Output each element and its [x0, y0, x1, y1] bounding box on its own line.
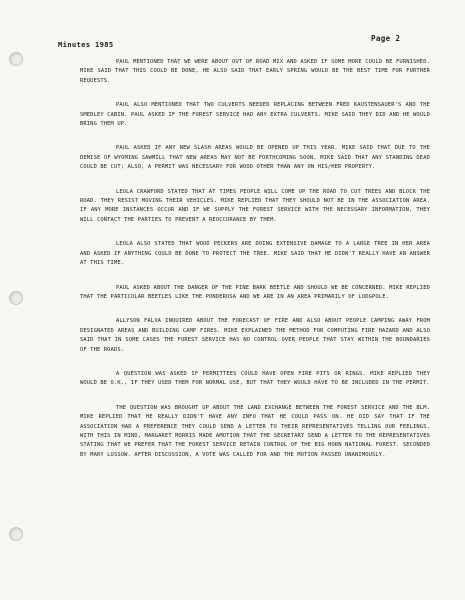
paragraph: PAUL ALSO MENTIONED THAT TWO CULVERTS NEEDED REPLACING BETWEEN FRED KAUSTENSAUER'S AND THE SMEDLEY CABIN. PAUL ASKED IF THE FOREST SERVICE HAD ANY EXTRA CULVERTS. MIKE SAID THEY DID AND HE WOULD BRING THEM UP. — [80, 102, 430, 128]
paragraph: LEOLA ALSO STATED THAT WOOD PECKERS ARE DOING EXTENSIVE DAMAGE TO A LARGE TREE IN HER AREA AND ASKED IF ANYTHING COULD BE DONE TO PROTECT THE TREE. MIKE SAID THAT HE DIDN'T REALLY HAVE AN ANSWER AT THIS TIME. — [80, 241, 430, 267]
paragraph: PAUL ASKED IF ANY NEW SLASH AREAS WOULD BE OPENED UP THIS YEAR. MIKE SAID THAT DUE TO THE DEMISE OF WYOMING SAWMILL THAT NEW AREAS MAY NOT BE FORTHCOMING SOON. MIKE SAID THAT ANY STANDING DEAD COULD BE CUT; ALSO, A PERMIT WAS NECESSARY FOR WOOD OTHER THAN ANY ON HIS/HER PROPERTY. — [80, 145, 430, 171]
paragraph: A QUESTION WAS ASKED IF PERMITTEES COULD HAVE OPEN FIRE PITS OR RINGS. MIKE REPLIED THEY WOULD BE O.K., IF THEY USED THEM FOR NORMAL USE, BUT THAT THEY WOULD HAVE TO BE INCLUDED IN THE PERMIT. — [80, 370, 430, 387]
binder-hole — [9, 52, 23, 66]
binder-hole — [9, 527, 23, 541]
binder-hole — [9, 291, 23, 305]
minutes-title: Minutes 1985 — [58, 40, 114, 49]
paragraph: PAUL MENTIONED THAT WE WERE ABOUT OUT OF ROAD MIX AND ASKED IF SOME MORE COULD BE FURNISHED. MIKE SAID THAT THIS COULD BE DONE, HE ALSO SAID THAT EARLY SPRING WOULD BE THE BEST TIME FOR FURTHER REQUESTS. — [80, 59, 430, 84]
paragraph: LEOLA CRAWFORD STATED THAT AT TIMES PEOPLE WILL COME UP THE ROAD TO CUT TREES AND BLOCK THE ROAD. THEY RESIST MOVING THEIR VEHICLES. MIKE REPLIED THAT THEY SHOULD NOT BE IN THE ASSOCIATION AREA. IF ANY MORE INSTANCES OCCUR AND IF WE SUPPLY THE FOREST SERVICE WITH THE NECESSARY INFORMATION, THEY WILL CONTACT THE PARTIES TO PREVENT A REOCCURANCE BY THEM. — [80, 188, 430, 223]
paragraph: THE QUESTION WAS BROUGHT UP ABOUT THE LAND EXCHANGE BETWEEN THE FOREST SERVICE AND THE BLM. MIKE REPLIED THAT HE REALLY DIDN'T HAVE ANY INFO THAT HE COULD PASS ON. HE DID SAY THAT IF THE ASSOCIATION HAD A PREFERENCE THEY COULD SEND A LETTER TO THEIR REPRESENTATIVES TELLING OUR FEELINGS. WITH THIS IN MIND, MARGARET MORRIS MADE AMOTION THAT THE SECRETARY SEND A LETTER TO THE REPRESENTATIVES STATING THAT WE PREFER THAT THE FOREST SERVICE RETAIN CONTROL OF THE BIG HORN NATIONAL FOREST. SECONDED BY MARY LUSSOW. AFTER DISCUSSION, A VOTE WAS CALLED FOR AND THE MOTION PASSED UNANIMOUSLY. — [80, 404, 430, 458]
paragraph: ALLYSON FALXA INQUIRED ABOUT THE FORECAST OF FIRE AND ALSO ABOUT PEOPLE CAMPING AWAY FROM DESIGNATED AREAS AND BUILDING CAMP FIRES. MIKE EXPLAINED THE METHOD FOR COMPUTING FIRE HAZARD AND ALSO SAID THAT IN SOME CASES THE FOREST SERVICE HAS NO CONTROL OVER PEOPLE THAT STAY WITHIN THE BOUNDARIES OF THE ROADS. — [80, 318, 430, 353]
minutes-body — [80, 58, 430, 475]
page-number: Page 2 — [371, 34, 401, 43]
paragraph: PAUL ASKED ABOUT THE DANGER OF THE PINE BARK BEETLE AND SHOULD WE BE CONCERNED. MIKE REPLIED THAT THE PARTICULAR BEETLES LIKE THE PONDEROSA AND WE ARE IN AN AREA PRIMARILY OF LODGPOLE. — [80, 284, 430, 300]
